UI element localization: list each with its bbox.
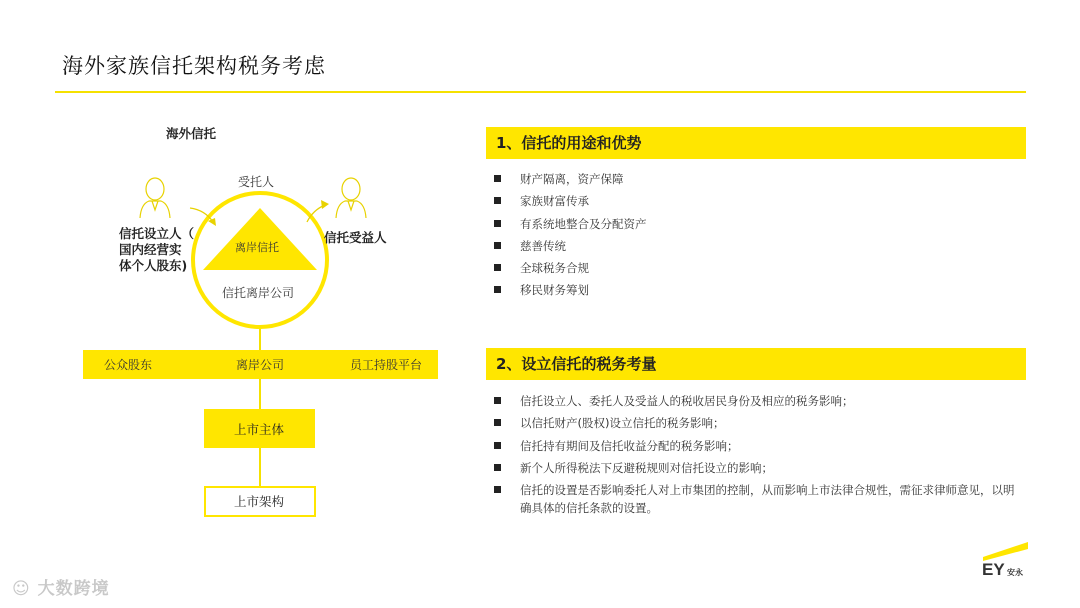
beneficiary-label: 信托受益人 — [324, 230, 387, 245]
ey-logo-letters: EY — [982, 560, 1005, 578]
watermark-text: 大数跨境 — [37, 579, 110, 599]
list-item-text: 有系统地整合及分配资产 — [520, 216, 647, 231]
list-item-text: 全球税务合规 — [520, 261, 589, 276]
settlor-line-3: 体个人股东) — [119, 258, 188, 273]
person-outline-icon — [336, 178, 366, 218]
list-item — [494, 192, 1029, 210]
list-item-text: 慈善传统 — [520, 238, 566, 253]
list-item — [494, 237, 1029, 255]
ey-logo-beam — [983, 542, 1028, 561]
list-item — [494, 459, 1024, 477]
page-title: 海外家族信托架构税务考虑 — [62, 54, 326, 78]
list-item — [494, 481, 1024, 517]
list-item-text: 新个人所得税法下反避税规则对信托设立的影响； — [520, 460, 773, 475]
bullet-square-icon — [494, 464, 501, 471]
bar-item-public-shareholders: 公众股东 — [104, 358, 153, 372]
ey-logo — [980, 540, 1032, 578]
listed-structure-label: 上市架构 — [234, 494, 285, 509]
bullet-square-icon — [494, 419, 501, 426]
beneficiary-arrowhead — [321, 200, 329, 209]
bullet-square-icon — [494, 220, 501, 227]
list-item-text: 信托持有期间及信托收益分配的税务影响； — [520, 438, 739, 453]
list-item-text: 信托设立人、委托人及受益人的税收居民身份及相应的税务影响； — [520, 394, 854, 408]
bullet-square-icon — [494, 286, 501, 293]
bullet-square-icon — [494, 486, 501, 493]
list-item-text: 信托的设置是否影响委托人对上市集团的控制，从而影响上市法律合规性，需征求律师意见，以明确具体的信托条款的设置。 — [520, 483, 1015, 516]
diagram-heading: 海外信托 — [166, 126, 217, 141]
watermark — [12, 574, 110, 599]
person-outline-icon — [140, 178, 170, 218]
bullet-square-icon — [494, 397, 501, 404]
bullet-square-icon — [494, 264, 501, 271]
list-item — [494, 414, 1024, 432]
list-item — [494, 170, 1029, 188]
list-item — [494, 259, 1029, 277]
ey-logo-suffix: 安永 — [1007, 568, 1023, 577]
trustee-label: 受托人 — [238, 175, 275, 189]
section-uses-list — [494, 170, 1029, 304]
bullet-square-icon — [494, 175, 501, 182]
list-item — [494, 437, 1024, 455]
section-uses-heading: 1、信托的用途和优势 — [486, 127, 1026, 159]
bullet-square-icon — [494, 197, 501, 204]
section-tax-heading: 2、设立信托的税务考量 — [486, 348, 1026, 380]
section-tax-list — [494, 392, 1024, 521]
trust-company-label: 信托离岸公司 — [222, 286, 295, 300]
bar-item-employee-platform: 员工持股平台 — [350, 358, 423, 372]
list-item-text: 家族财富传承 — [520, 194, 589, 209]
bar-item-offshore-company: 离岸公司 — [236, 358, 285, 372]
list-item-text: 财产隔离，资产保障 — [520, 172, 624, 186]
listed-entity-label: 上市主体 — [234, 422, 285, 437]
list-item-text: 以信托财产(股权)设立信托的税务影响； — [520, 416, 725, 431]
settlor-line-2: 国内经营实 — [119, 242, 182, 257]
offshore-trust-label: 离岸信托 — [235, 241, 279, 254]
watermark-icon: ☺ — [12, 579, 31, 599]
settlor-line-1: 信托设立人（ — [119, 226, 195, 241]
bullet-square-icon — [494, 242, 501, 249]
list-item — [494, 281, 1029, 299]
list-item — [494, 392, 1024, 410]
list-item — [494, 215, 1029, 233]
list-item-text: 移民财务筹划 — [520, 283, 589, 298]
bullet-square-icon — [494, 442, 501, 449]
